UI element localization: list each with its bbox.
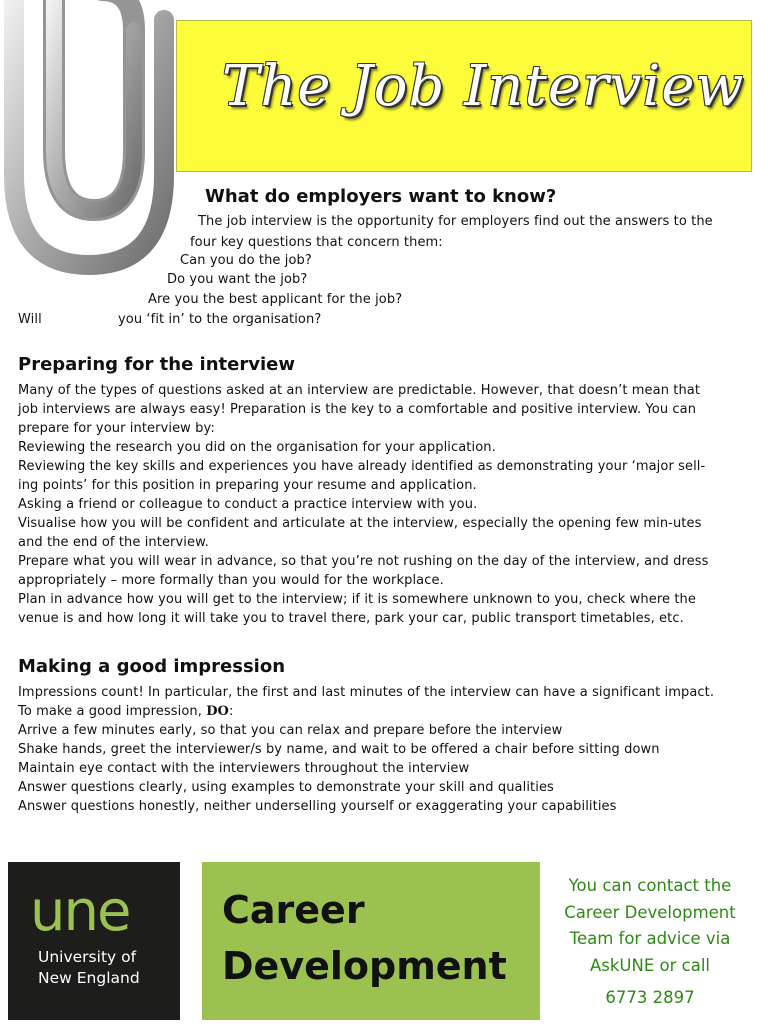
university-line-2: New England: [38, 969, 140, 987]
preparing-line: Visualise how you will be confident and articulate at the interview, especially the opening few min-utes: [18, 516, 702, 531]
preparing-line: Plan in advance how you will get to the interview; if it is somewhere unknown to you, check where the: [18, 592, 696, 607]
page-title: The Job Interview: [222, 54, 745, 119]
impression-tip: Arrive a few minutes early, so that you can relax and prepare before the interview: [18, 723, 563, 738]
une-logo: [30, 888, 160, 938]
question-can-do: Can you do the job?: [180, 253, 312, 268]
career-word: Career: [222, 888, 365, 932]
question-fit-in: you ‘fit in’ to the organisation?: [118, 312, 322, 327]
contact-line: You can contact the: [568, 876, 732, 895]
impression-tip: Shake hands, greet the interviewer/s by name, and wait to be offered a chair before sitting down: [18, 742, 660, 757]
impression-tip: Maintain eye contact with the interviewers throughout the interview: [18, 761, 470, 776]
employers-heading: What do employers want to know?: [205, 186, 557, 207]
impression-heading: Making a good impression: [18, 656, 286, 677]
impression-body: [18, 683, 714, 816]
paperclip-icon: [0, 0, 194, 285]
preparing-body: [18, 381, 709, 628]
contact-info: [544, 876, 756, 1007]
preparing-line: and the end of the interview.: [18, 535, 209, 550]
preparing-line: Asking a friend or colleague to conduct a practice interview with you.: [18, 497, 478, 512]
impression-do-line: [18, 702, 714, 721]
employers-line-1: The job interview is the opportunity for employers find out the answers to the: [198, 214, 713, 229]
development-word: Development: [222, 944, 507, 988]
impression-tip: Answer questions clearly, using examples to demonstrate your skill and qualities: [18, 780, 554, 795]
impression-tip: Answer questions honestly, neither underselling yourself or exaggerating your capabilities: [18, 799, 617, 814]
impression-intro: Impressions count! In particular, the first and last minutes of the interview can have a significant impact.: [18, 685, 715, 700]
une-logo-panel: [8, 862, 180, 1020]
career-development-panel: [202, 862, 540, 1020]
preparing-line: Prepare what you will wear in advance, so that you’re not rushing on the day of the interview, and dress: [18, 554, 709, 569]
question-will-label: Will: [18, 312, 42, 327]
preparing-line: venue is and how long it will take you to travel there, park your car, public transport timetables, etc.: [18, 611, 684, 626]
preparing-line: appropriately – more formally than you would for the workplace.: [18, 573, 444, 588]
phone-number: 6773 2897: [605, 988, 695, 1007]
employers-line-2: four key questions that concern them:: [190, 235, 443, 250]
preparing-line: Reviewing the research you did on the organisation for your application.: [18, 440, 496, 455]
contact-line: AskUNE or call: [589, 956, 710, 975]
preparing-line: Many of the types of questions asked at an interview are predictable. However, that doesn’t mean that: [18, 383, 701, 398]
question-best: Are you the best applicant for the job?: [148, 292, 403, 307]
contact-line: Team for advice via: [569, 929, 731, 948]
preparing-line: prepare for your interview by:: [18, 421, 215, 436]
contact-line: Career Development: [564, 903, 736, 922]
question-want: Do you want the job?: [167, 272, 308, 287]
une-logo-text: une: [30, 888, 130, 938]
university-line-1: University of: [38, 948, 137, 966]
do-prefix: To make a good impression,: [18, 704, 207, 719]
preparing-heading: Preparing for the interview: [18, 354, 295, 375]
preparing-line: Reviewing the key skills and experiences you have already identified as demonstrating your ‘major sell-: [18, 459, 706, 474]
preparing-line: job interviews are always easy! Preparation is the key to a comfortable and positive interview. You can: [18, 402, 697, 417]
do-suffix: :: [229, 704, 234, 719]
preparing-line: ing points’ for this position in preparing your resume and application.: [18, 478, 477, 493]
do-emphasis: DO: [206, 704, 229, 719]
